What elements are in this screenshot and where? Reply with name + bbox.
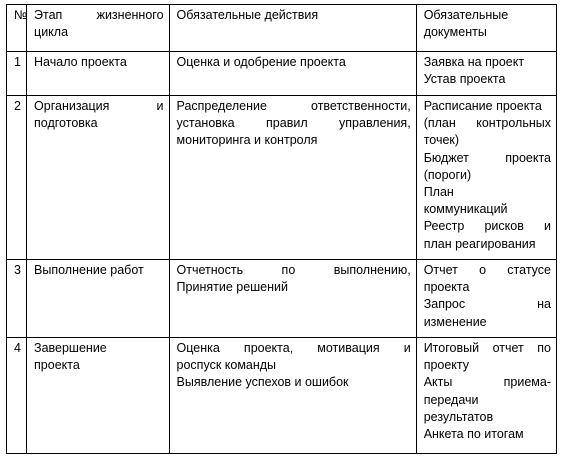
table-header-row (7, 5, 557, 52)
table-row (7, 96, 557, 260)
header-stage: Этап жизненного цикла (27, 5, 170, 52)
project-lifecycle-table (6, 4, 557, 454)
row-actions: Распределение ответственности, установка правил управления, мониторинга и контроля (169, 96, 416, 260)
table-row (7, 52, 557, 96)
row-actions: Оценка проекта, мотивация и роспуск команды Выявление успехов и ошибок (169, 338, 416, 454)
row-num: 2 (7, 96, 27, 260)
row-num: 4 (7, 338, 27, 454)
row-stage: Начало проекта (27, 52, 170, 96)
header-docs: Обязательные документы (416, 5, 556, 52)
row-num: 3 (7, 260, 27, 338)
row-stage: Выполнение работ (27, 260, 170, 338)
header-num: № (7, 5, 27, 52)
table-row (7, 338, 557, 454)
row-docs: Отчет о статусе проекта Запрос на изменение (416, 260, 556, 338)
row-actions: Оценка и одобрение проекта (169, 52, 416, 96)
header-actions: Обязательные действия (169, 5, 416, 52)
row-docs: Расписание проекта (план контрольных точек) Бюджет проекта (пороги) План коммуникаций Реестр рисков и план реагирования (416, 96, 556, 260)
table-row (7, 260, 557, 338)
row-stage: Организация и подготовка (27, 96, 170, 260)
row-docs: Заявка на проект Устав проекта (416, 52, 556, 96)
row-stage: Завершение проекта (27, 338, 170, 454)
row-actions: Отчетность по выполнению, Принятие решений (169, 260, 416, 338)
row-num: 1 (7, 52, 27, 96)
row-docs: Итоговый отчет по проекту Акты приема- передачи результатов Анкета по итогам (416, 338, 556, 454)
